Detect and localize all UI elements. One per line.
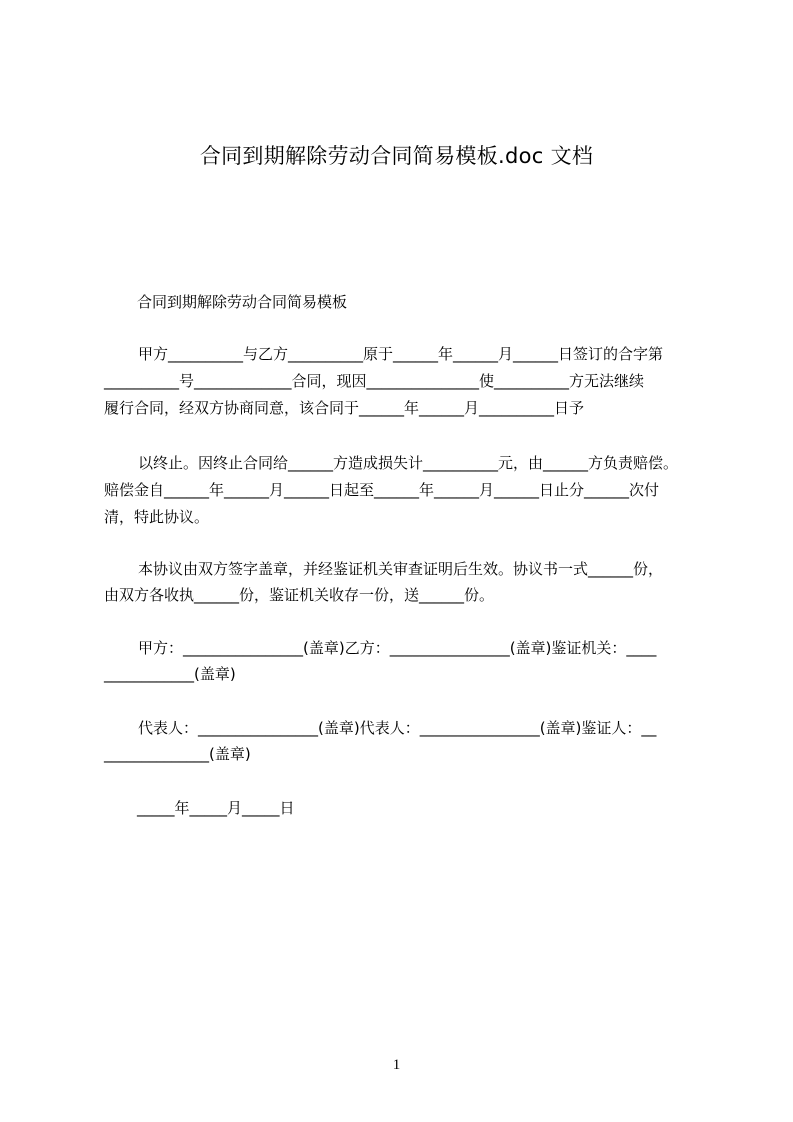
paragraph-2-line-1: 以终止。因终止合同给______方造成损失计__________元，由______方负责赔偿。 [138,454,679,472]
signature-line-4: ______________(盖章) [104,745,251,763]
signature-line-1: 甲方：________________(盖章)乙方：________________(盖章)鉴证机关：____ [138,639,657,657]
paragraph-3-line-1: 本协议由双方签字盖章，并经鉴证机关审查证明后生效。协议书一式______份， [138,560,664,578]
paragraph-1-line-3: 履行合同，经双方协商同意，该合同于______年______月__________日予 [104,399,585,417]
paragraph-1-line-2: __________号_____________合同，现因_______________使__________方无法继续 [104,372,645,390]
paragraph-2-line-2: 赔偿金自______年______月______日起至______年______月______日止分______次付 [104,481,660,499]
paragraph-1-line-1: 甲方__________与乙方__________原于______年______月______日签订的合字第 [138,345,664,363]
document-title: 合同到期解除劳动合同简易模板.doc 文档 [199,144,594,168]
signature-line-3: 代表人：________________(盖章)代表人：________________(盖章)鉴证人：__ [138,719,657,737]
paragraph-3-line-2: 由双方各收执______份，鉴证机关收存一份，送______份。 [104,586,495,604]
page-number: 1 [392,1057,401,1073]
date-line: _____年_____月_____日 [137,799,295,817]
paragraph-2-line-3: 清，特此协议。 [104,508,210,526]
document-subtitle: 合同到期解除劳动合同简易模板 [137,293,348,311]
signature-line-2: ____________(盖章) [104,665,236,683]
